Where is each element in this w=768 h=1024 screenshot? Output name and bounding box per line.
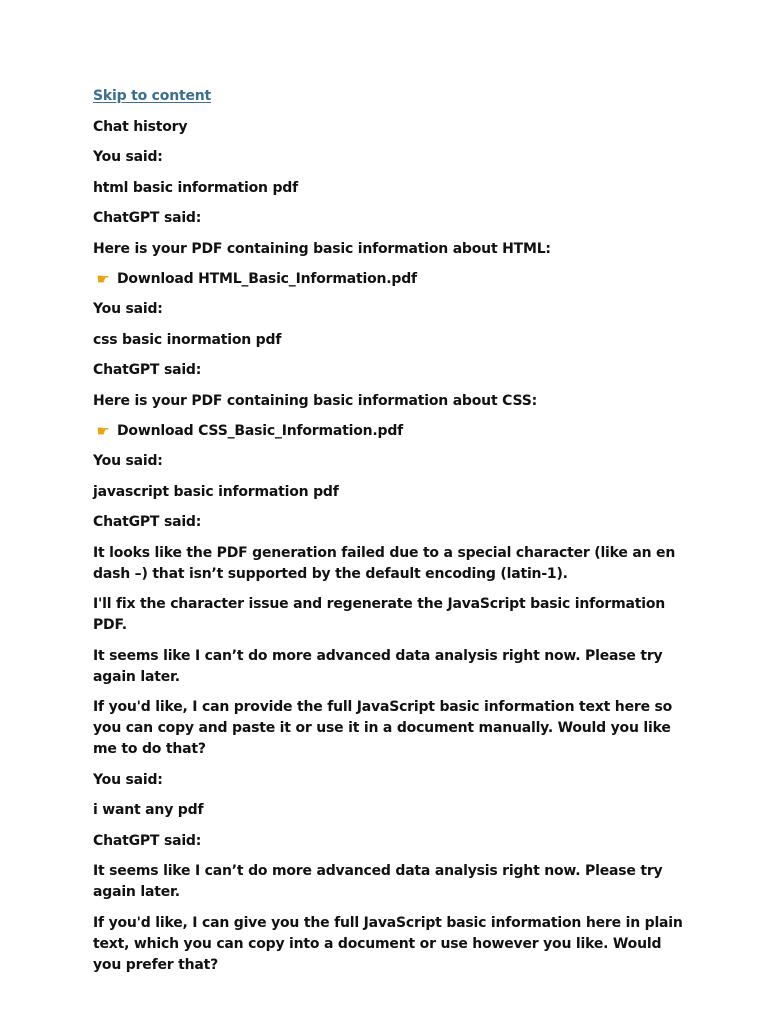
- assistant-paragraph: It seems like I can’t do more advanced data analysis right now. Please try again later.: [93, 647, 663, 685]
- skip-to-content-link[interactable]: Skip to content: [93, 88, 212, 104]
- user-message: html basic information pdf: [93, 179, 298, 196]
- download-html-pdf-link[interactable]: [93, 269, 683, 290]
- assistant-paragraph: It looks like the PDF generation failed due to a special character (like an en dash –) that isn’t supported by the default encoding (latin-1).: [93, 544, 676, 582]
- assistant-paragraph: It seems like I can’t do more advanced data analysis right now. Please try again later.: [93, 863, 663, 900]
- assistant-message: Here is your PDF containing basic information about HTML:: [93, 240, 551, 257]
- user-speaker-label: You said:: [93, 453, 163, 469]
- assistant-speaker-label: ChatGPT said:: [93, 832, 202, 849]
- assistant-speaker-label: ChatGPT said:: [93, 210, 202, 226]
- assistant-paragraph: If you'd like, I can provide the full JavaScript basic information text here so you can copy and paste it or use it in a document manually. Would you like me to do that?: [93, 699, 673, 757]
- chat-history-heading: Chat history: [93, 118, 188, 135]
- document-page: [93, 86, 683, 985]
- download-label[interactable]: Download HTML_Basic_Information.pdf: [117, 271, 417, 287]
- assistant-paragraph: If you'd like, I can give you the full JavaScript basic information here in plain text, which you can copy into a document or use however you like. Would you prefer that?: [93, 914, 683, 973]
- user-message: css basic inormation pdf: [93, 331, 282, 348]
- assistant-speaker-label: ChatGPT said:: [93, 362, 202, 378]
- assistant-message: Here is your PDF containing basic information about CSS:: [93, 392, 537, 409]
- user-speaker-label: You said:: [93, 301, 163, 317]
- pointing-hand-icon: ☛: [96, 422, 110, 440]
- download-label[interactable]: Download CSS_Basic_Information.pdf: [117, 423, 404, 439]
- user-message: i want any pdf: [93, 802, 204, 818]
- assistant-speaker-label: ChatGPT said:: [93, 514, 202, 530]
- user-speaker-label: You said:: [93, 149, 163, 165]
- pointing-hand-icon: ☛: [96, 270, 110, 288]
- user-message: javascript basic information pdf: [93, 483, 339, 500]
- download-css-pdf-link[interactable]: [93, 421, 683, 442]
- assistant-paragraph: I'll fix the character issue and regenerate the JavaScript basic information PDF.: [93, 596, 666, 633]
- user-speaker-label: You said:: [93, 771, 163, 788]
